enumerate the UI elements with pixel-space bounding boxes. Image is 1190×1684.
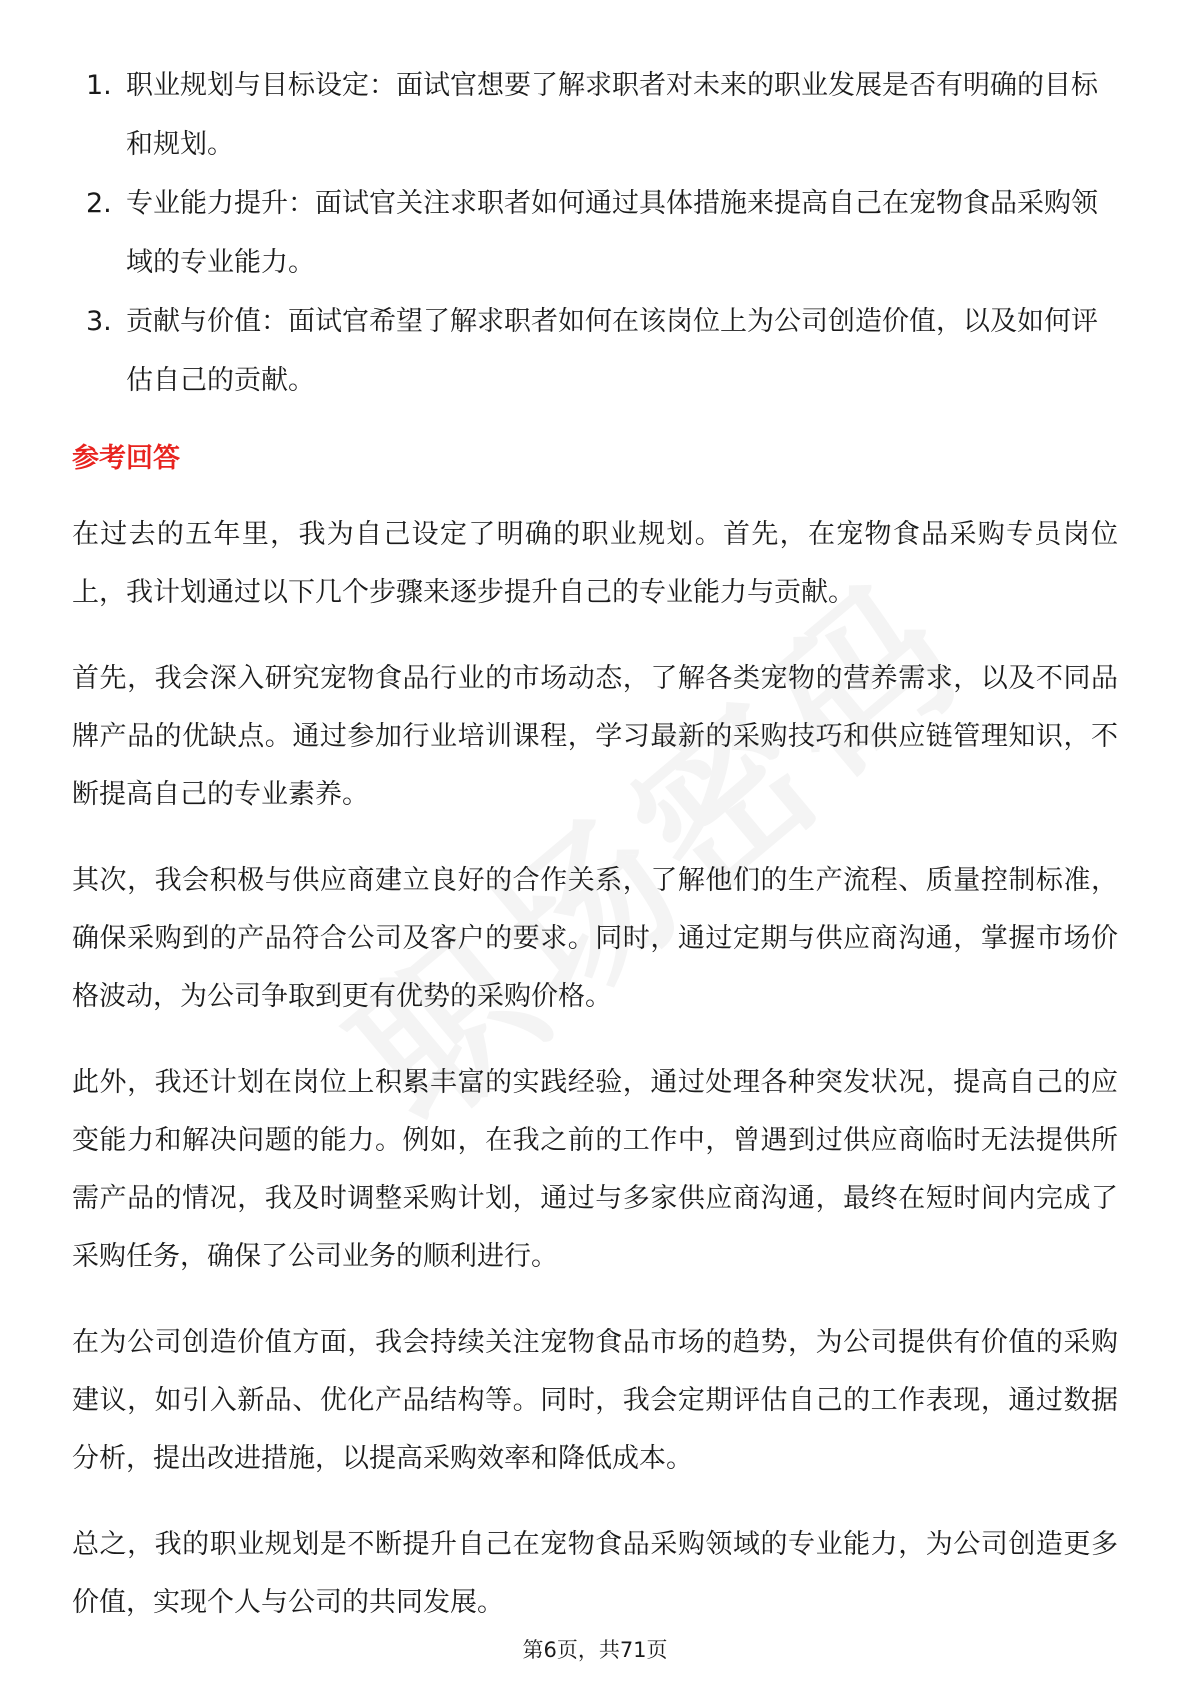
- list-item: [72, 56, 1118, 174]
- list-number: 1.: [86, 70, 112, 101]
- answer-paragraph: 总之，我的职业规划是不断提升自己在宠物食品采购领域的专业能力，为公司创造更多价值，实现个人与公司的共同发展。: [72, 1529, 1118, 1618]
- answer-paragraph: 首先，我会深入研究宠物食品行业的市场动态，了解各类宠物的营养需求，以及不同品牌产品的优缺点。通过参加行业培训课程，学习最新的采购技巧和供应链管理知识，不断提高自己的专业素养。: [72, 663, 1118, 810]
- page-content: [72, 56, 1118, 1660]
- answer-paragraph: 其次，我会积极与供应商建立良好的合作关系，了解他们的生产流程、质量控制标准，确保采购到的产品符合公司及客户的要求。同时，通过定期与供应商沟通，掌握市场价格波动，为公司争取到更有优势的采购价格。: [72, 865, 1118, 1012]
- list-number: 2.: [86, 188, 112, 219]
- list-item-text: 贡献与价值：面试官希望了解求职者如何在该岗位上为公司创造价值，以及如何评估自己的贡献。: [126, 306, 1098, 396]
- answer-paragraph: 在为公司创造价值方面，我会持续关注宠物食品市场的趋势，为公司提供有价值的采购建议，如引入新品、优化产品结构等。同时，我会定期评估自己的工作表现，通过数据分析，提出改进措施，以提高采购效率和降低成本。: [72, 1327, 1118, 1474]
- section-heading: 参考回答: [72, 443, 180, 474]
- list-item-text: 职业规划与目标设定：面试官想要了解求职者对未来的职业发展是否有明确的目标和规划。: [126, 70, 1098, 160]
- page-number: 第6页，共71页: [522, 1638, 668, 1662]
- answer-paragraph: 此外，我还计划在岗位上积累丰富的实践经验，通过处理各种突发状况，提高自己的应变能力和解决问题的能力。例如，在我之前的工作中，曾遇到过供应商临时无法提供所需产品的情况，我及时调整采购计划，通过与多家供应商沟通，最终在短时间内完成了采购任务，确保了公司业务的顺利进行。: [72, 1067, 1118, 1272]
- list-number: 3.: [86, 306, 112, 337]
- list-item: [72, 292, 1118, 410]
- list-item: [72, 174, 1118, 292]
- question-list: [72, 56, 1118, 410]
- answer-paragraph: 在过去的五年里，我为自己设定了明确的职业规划。首先，在宠物食品采购专员岗位上，我计划通过以下几个步骤来逐步提升自己的专业能力与贡献。: [72, 519, 1118, 608]
- list-item-text: 专业能力提升：面试官关注求职者如何通过具体措施来提高自己在宠物食品采购领域的专业能力。: [126, 188, 1098, 278]
